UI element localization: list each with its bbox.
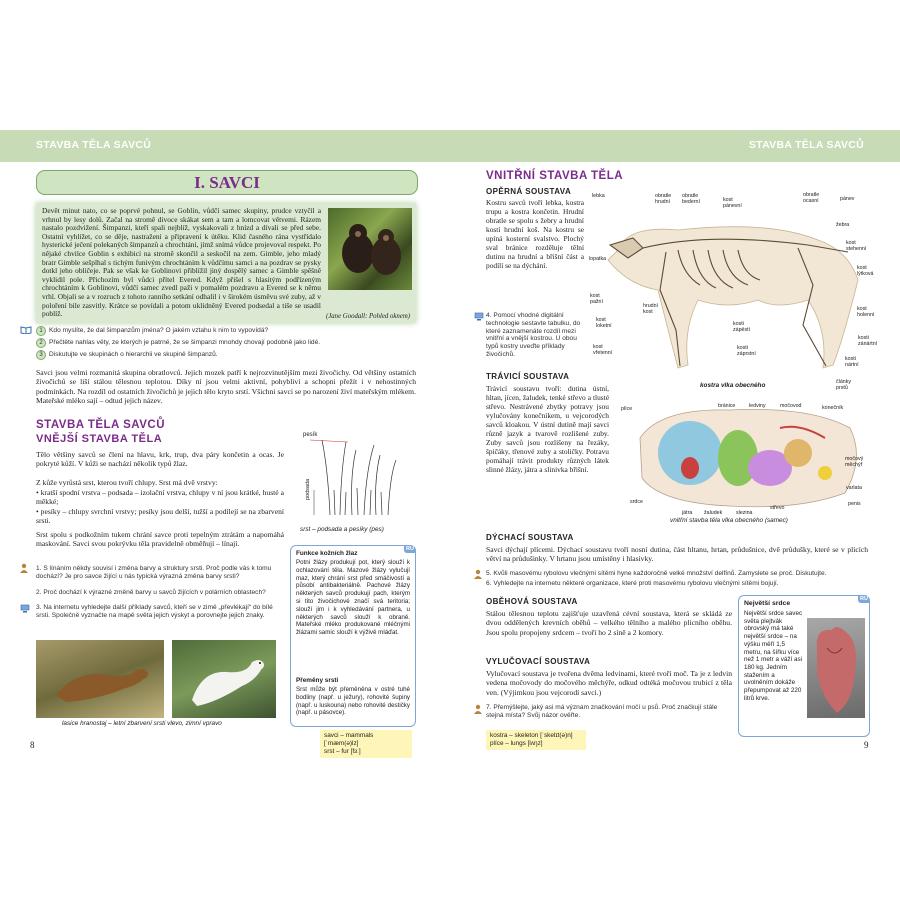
subsection-heading: VNĚJŠÍ STAVBA TĚLA: [36, 433, 163, 445]
skeleton-label: obratle hrudní: [655, 193, 672, 205]
glands-box-text: Potní žlázy produkují pot, který slouží k ochlazování těla. Mazové žlázy vylučují maz, který chrání srst před smáčivostí a působí antibakteriálně. Pachové žlázy některých savců produkují pach, kterým si tito živočichové značí svá teritoria; slouží jim i k vyhledávání partnera, u některých savců slouží k obraně. Mateřské mléko produkované mléčnými žlázami samic slouží k výživě mláďat.: [296, 559, 410, 637]
weasel-summer-photo: [36, 640, 164, 718]
page-number-left: 8: [30, 740, 35, 750]
outer-bullet-1: • kratší spodní vrstva – podsada – izolační vrstva, chlupy v ní jsou krátké, husté a měkké;: [36, 488, 284, 507]
glossary-right: [486, 730, 586, 750]
respiratory-heading: DÝCHACÍ SOUSTAVA: [486, 533, 574, 542]
story-source: (Jane Goodall: Pohled oknem): [326, 313, 410, 320]
question-1: 1 Kdo myslíte, že dal šimpanzům jména? O jakém vztahu k nim to vypovídá?: [36, 326, 416, 336]
chimpanzee-photo: [328, 208, 412, 290]
chapter-title-bar: [36, 170, 418, 195]
circulatory-heading: OBĚHOVÁ SOUSTAVA: [486, 597, 578, 606]
wolf-skeleton-diagram: [588, 190, 870, 380]
outer-body-p1: Tělo většiny savců se člení na hlavu, krk, trup, dva páry končetin a ocas. Je pokryté kůží. V kůži se nachází několik typů žlaz.: [36, 450, 284, 469]
organ-label: plíce: [621, 406, 633, 412]
whale-heart-photo: [807, 618, 865, 718]
organ-label: srdce: [630, 499, 643, 505]
organ-label: varlata: [846, 485, 862, 491]
excretory-heading: VYLUČOVACÍ SOUSTAVA: [486, 657, 591, 666]
organ-label: bránice: [718, 403, 736, 409]
chapter-title: I. SAVCI: [194, 173, 260, 192]
glands-box-title: Funkce kožních žlaz: [296, 550, 358, 557]
person-icon-task7: [474, 704, 482, 716]
skeleton-label: kost vřetenní: [593, 344, 613, 356]
skeleton-label: hrudní kost: [643, 303, 659, 315]
glossary-left: [320, 730, 412, 758]
skeleton-label: kost pánevní: [723, 197, 742, 209]
skeleton-label: kosti záprstní: [737, 345, 756, 357]
person-icon: [20, 563, 28, 575]
glands-info-box: [290, 545, 416, 727]
computer-icon-task4: [474, 312, 484, 323]
support-system-text: Kostru savců tvoří lebka, kostra trupu a kostra končetin. Hrudní obratle se spolu s žebry a hrudní kostí hrudní koš. Na kostru se upíná kosterní svalstvo. Plochý sval bránice rozděluje tělní dutinu na hrudní a břišní část a podílí se na dýchání.: [486, 198, 584, 270]
inner-structure-heading: VNITŘNÍ STAVBA TĚLA: [486, 170, 624, 182]
book-icon: [20, 326, 32, 336]
task-4: 4. Pomocí vhodné digitální technologie sestavte tabulku, do které zaznamenáte rozdíl mezi vnitřní a vnější kostrou. U obou typů kostry uveďte příklady živočichů.: [486, 312, 581, 358]
task-1: 1. S línáním někdy souvisí i změna barvy a struktury srsti. Proč podle vás k tomu dochází? Je pro savce žijící u nás typická výrazná změna barvy srsti?: [36, 565, 272, 580]
header-band: [0, 130, 900, 162]
respiratory-text: Savci dýchají plícemi. Dýchací soustavu tvoří nosní dutina, část hltanu, hrtan, průdušnice, dvě průdušky, které se v plicích větví na průdušinky. V hrtanu jsou umístěny i hlasivky.: [486, 545, 868, 564]
skeleton-label: lebka: [592, 193, 605, 199]
person-icon-task5: [474, 569, 482, 581]
organ-label: močovod: [780, 403, 802, 409]
skeleton-label: kost pažní: [590, 293, 603, 305]
skeleton-label: obratle ocasní: [803, 192, 820, 204]
outer-body-p3: Srst spolu s podkožním tukem chrání savce proti tepelným ztrátám a napomáhá maskování. Savci svou pokrývku těla pravidelně obměňují – línají.: [36, 530, 284, 549]
story-text: Devět minut nato, co se poprvé pohnul, se Goblin, vůdčí samec skupiny, prudce vztyčil a vrhnul by lesy dolů. Začal na stromě divoce skákat sem a tam a lomcovat větvemi. Rázem nastalo pozdvižení. Šimpanzi, kteří spali nejblíž, vyskakovali z hnízd a dívali se před sebe. Ostatní vyhlížet, co se děje, nastražení a připravení k útěku. Klid časného rána vystřídalo hysterické ječení polekaných šimpanzů a chrochtání, jímž snímá vůdce projevoval respekt. Po nějaké chvilce Goblin s exhibicí na stromě skončil a seskočil na zem. Gimble, jeho mladý bratr Gimble sešplhal s tichým funivým chrochtáním k vůdčímu samci a na pozdrav se pysky dotkl jeho obličeje. Pak se však ke Goblinovi přiblížil jiný dospělý samec a Gimble spěšně vyklidil pole. Přichozím byl vůdci přítel Evered. Když přišel s hlasitým podřízeným chrochtáním k Goblinovi, vůdčí samec zvedl paži v pomalém pozdravu a Evered se k němu vrhl. Objali se a v rozruch z tohoto ranního setkání odhalil i v širokém úsměvu své zuby, až v poloření bile zasvitly. Krátce se povídali a potom uklidněný Evered podsedal a tiše se usadil poblíž.: [42, 206, 321, 319]
story-box: [36, 203, 416, 323]
circulatory-text: Stálou tělesnou teplotu zajišťuje uzavřená cévní soustava, která se skládá ze dvou oddělených krevních oběhů – velkého tělního a malého plicního oběhu. Jsou spolu propojeny srdcem – tvoří ho 2 síně a 2 komory.: [486, 609, 732, 637]
skeleton-label: kost loketní: [596, 317, 612, 329]
skeleton-label: články prstů: [836, 379, 852, 391]
outer-bullet-2: • pesíky – chlupy svrchní vrstvy; pesíky jsou delší, tužší a podílejí se na zbarvení srsti.: [36, 507, 284, 526]
task-7: 7. Přemýšlejte, jaký asi má význam značkování močí u psů. Proč značkují stále stejná místa? Svůj názor ověřte.: [486, 704, 718, 719]
task-6: 6. Vyhledejte na internetu některé organizace, které proti masovému rybolovu vlečnými sítěmi bojují.: [486, 580, 779, 587]
glossary-right-1: kostra – skeleton [ˈskelɪt(ə)n]: [490, 732, 573, 739]
digestive-system-heading: TRÁVICÍ SOUSTAVA: [486, 372, 570, 381]
hair-label-podsada: podsada: [305, 478, 311, 500]
outer-body-p2: Z kůže vyrůstá srst, kterou tvoří chlupy. Srst má dvě vrstvy:: [36, 478, 218, 487]
skeleton-label: kosti zápěstí: [733, 321, 751, 333]
wolf-organs-diagram: [620, 398, 870, 518]
header-left-title: STAVBA TĚLA SAVCŮ: [36, 139, 152, 151]
skeleton-label: kosti zánártní: [858, 335, 878, 347]
hair-label-pesik: pesík: [303, 432, 318, 438]
weasel-caption: lasice hranostaj – letní zbarvení srsti vlevo, zimní vpravo: [62, 720, 222, 727]
task-5: 5. Kvůli masovému rybolovu vlečnými sítěmi hyne každoročně velké množství delfínů. Zamyslete se proč. Diskutujte.: [486, 570, 827, 577]
header-right-title: STAVBA TĚLA SAVCŮ: [748, 139, 864, 151]
skeleton-label: pánev: [840, 196, 855, 202]
organ-label: konečník: [822, 405, 844, 411]
fur-box-title: Přeměny srsti: [296, 677, 339, 684]
hair-caption: srst – podsada a pesíky (pes): [300, 526, 384, 533]
skeleton-label: kosti nártní: [845, 356, 859, 368]
task-2: 2. Proč dochází k výrazné změně barvy u savců žijících v polárních oblastech?: [36, 589, 266, 596]
glossary-right-2: plíce – lungs [lʌŋz]: [490, 740, 543, 747]
fur-box-text: Srst může být přeměněna v ostré tuhé bodliny (např. u ježury), rohovité šupiny (např. u luskouna) nebo rohovité destičky (např. u pásovce).: [296, 686, 410, 717]
skeleton-label: obratle bederní: [682, 193, 700, 205]
page-number-right: 9: [864, 740, 869, 750]
skeleton-label: lopatka: [589, 256, 607, 262]
section-heading: STAVBA TĚLA SAVCŮ: [36, 419, 166, 431]
skeleton-caption: kostra vlka obecného: [700, 382, 766, 389]
organ-label: slezina: [736, 510, 753, 516]
organ-caption: vnitřní stavba těla vlka obecného (samec): [670, 517, 788, 524]
organ-label: ledviny: [749, 403, 766, 409]
support-system-heading: OPĚRNÁ SOUSTAVA: [486, 187, 572, 196]
organ-label: penis: [848, 501, 861, 507]
digestive-system-text: Trávicí soustavu tvoří: dutina ústní, hltan, jícen, žaludek, tenké střevo a tlusté střevo. Nestrávené zbytky potravy jsou vylučovány konečníkem, u vejcorodých savců kloakou. V ústní dutině mají savci různě jazyk a tvarově rozlišené zuby. Zuby savců jsou rozlišeny na řezáky, špičáky, třenové zuby a stoličky. Potravu pomáhají trávit produkty různých látek slinné žlázy, játra a slinivka břišní.: [486, 384, 609, 474]
glossary-left-1: savci – mammals [ˈmæm(ə)lz]: [324, 732, 374, 747]
organ-label: močový měchýř: [845, 456, 864, 468]
organ-label: žaludek: [704, 510, 723, 516]
excretory-text: Vylučovací soustava je tvořena dvěma ledvinami, které tvoří moč. Ta je z ledvin vedena močovody do močového měchýře, odkud odtéká močovou trubicí z těla ven. (Výjimkou jsou vejcorodí savci.): [486, 669, 732, 697]
heart-box-text: Největší srdce savec světa plejtvák obrovský má také největší srdce – na výšku měří 1,5 metru, na šířku více než 1 metr a váží asi 180 kg. Jedním stažením a uvolněním dokáže přepumpovat až 220 litrů krve.: [744, 610, 803, 702]
organ-label: játra: [682, 510, 693, 516]
skeleton-label: žebra: [836, 222, 850, 228]
intro-paragraph: Savci jsou velmi rozmanitá skupina obratlovců. Jejich mozek patří k nejrozvinutějším mezi živočichy. Od většiny ostatních živočichů se liší stálou tělesnou teplotou. Díky ní jsou velmi aktivní, pohybliví a schopni přežít i v nehostinných podmínkách. Na rozdíl od ostatních živočichů je jejich tělo kryto srstí. Všichni savci se po narození živí mateřským mlékem. Mateřské mléko sají – odtud jejich název.: [36, 368, 416, 405]
weasel-winter-photo: [172, 640, 276, 718]
skeleton-label: kost lýtková: [857, 265, 874, 277]
skeleton-label: kost holenní: [857, 306, 875, 318]
question-3: 3 Diskutujte ve skupinách o hierarchii ve skupině šimpanzů.: [36, 350, 416, 360]
hair-diagram: [300, 430, 420, 520]
task-3: 3. Na internetu vyhledejte další příklady savců, kteří se v zimě „převlékají“ do bílé srsti. Společně vyznačte na mapě světa jejich výskyt a porovnejte jejich znaky.: [36, 604, 273, 619]
ru-badge-right: RU: [860, 596, 868, 602]
heart-info-box: [738, 595, 870, 737]
question-2: 2 Přečtěte nahlas věty, ze kterých je patrné, že se šimpanzi mnohdy chovají podobně jako lidé.: [36, 338, 416, 348]
computer-icon: [20, 604, 30, 615]
ru-badge: RU: [406, 546, 414, 552]
organ-label: střevo: [770, 505, 785, 511]
heart-box-title: Největší srdce: [744, 600, 791, 607]
glossary-left-2: srst – fur [fɜː]: [324, 748, 361, 755]
skeleton-label: kost stehenní: [846, 240, 867, 252]
chimpanzee-figure: [328, 208, 412, 290]
